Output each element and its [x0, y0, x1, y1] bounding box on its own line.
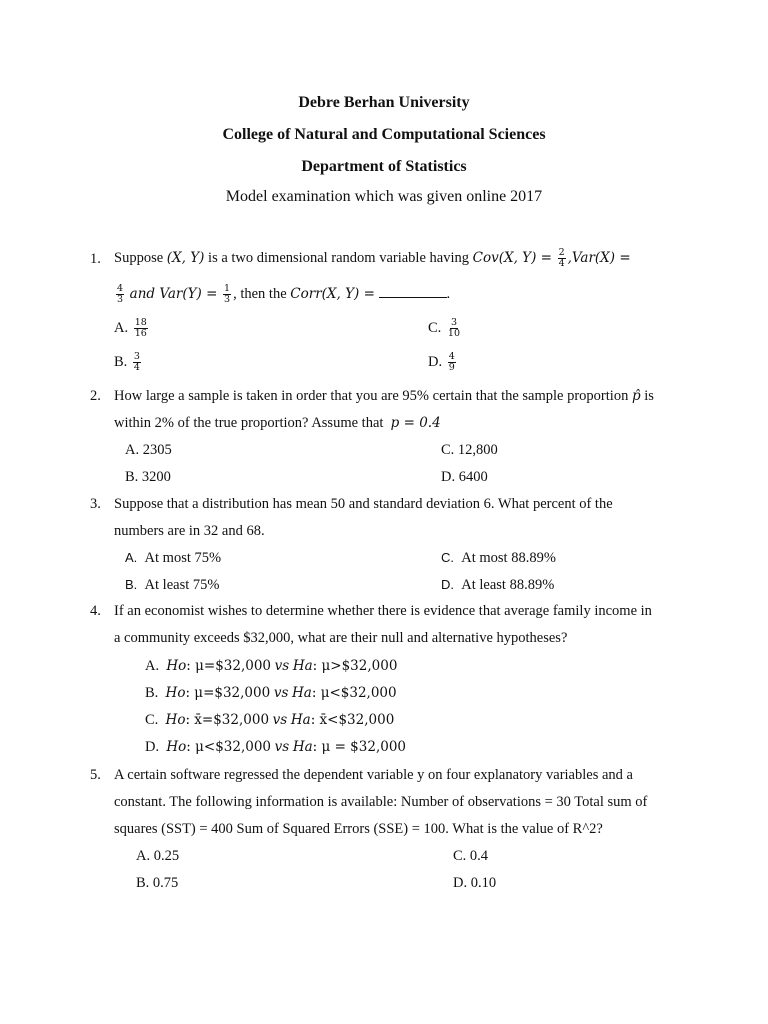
answer-blank — [379, 287, 447, 298]
question-1-line-1 — [114, 248, 631, 269]
question-4-line-2: a community exceeds $32,000, what are their null and alternative hypotheses? — [114, 630, 568, 646]
question-number: 4. — [90, 603, 101, 619]
question-3-line-1: Suppose that a distribution has mean 50 and standard deviation 6. What percent of the — [114, 496, 613, 512]
question-4-line-1: If an economist wishes to determine whether there is evidence that average family income in — [114, 603, 652, 619]
option-d: D. At least 88.89% — [441, 577, 555, 593]
question-number: 1. — [90, 251, 101, 267]
option-d: D. 0.10 — [453, 875, 497, 891]
option-c: C. At most 88.89% — [441, 550, 556, 566]
math: ,Var(X) = — [567, 249, 631, 266]
question-3-line-2: numbers are in 32 and 68. — [114, 523, 265, 539]
text: . — [446, 285, 451, 302]
university-title: Debre Berhan University — [298, 94, 470, 111]
question-2-line-1: How large a sample is taken in order that you are 95% certain that the sample proportion p̂ is — [114, 388, 654, 404]
option-d: D. $\frac{4}{9}$ — [428, 351, 455, 373]
option-c: C. Ho: x̄=$32,000 vs Ha: x̄<$32,000 — [145, 712, 395, 728]
question-number: 5. — [90, 767, 101, 783]
math: and Var(Y) = — [129, 285, 218, 302]
option-b: B. 0.75 — [136, 875, 179, 891]
text: Suppose — [114, 249, 164, 266]
question-5-line-3: squares (SST) = 400 Sum of Squared Errors (SSE) = 100. What is the value of R^2? — [114, 821, 603, 837]
question-number: 2. — [90, 388, 101, 404]
option-b: B. 3200 — [125, 469, 171, 485]
math: Corr(X, Y) = — [290, 285, 375, 302]
question-2-line-2: within 2% of the true proportion? Assume that p = 0.4 — [114, 415, 441, 431]
option-a: A. 2305 — [125, 442, 172, 458]
department-title: Department of Statistics — [301, 158, 467, 175]
math: (X, Y) — [166, 249, 205, 266]
question-1-line-2 — [114, 284, 450, 305]
exam-subtitle: Model examination which was given online 2017 — [225, 188, 543, 205]
option-a: A. Ho: μ=$32,000 vs Ha: μ>$32,000 — [145, 658, 398, 674]
question-number: 3. — [90, 496, 101, 512]
fraction: $\frac{1}{3}$ — [224, 283, 231, 305]
option-d: D. 6400 — [441, 469, 488, 485]
math: Cov(X, Y) = — [472, 249, 552, 266]
question-5-line-1: A certain software regressed the dependent variable y on four explanatory variables and a — [114, 767, 633, 783]
option-b: B. Ho: μ=$32,000 vs Ha: μ<$32,000 — [145, 685, 397, 701]
question-5-line-2: constant. The following information is available: Number of observations = 30 Total sum of — [114, 794, 648, 810]
option-c: C. $\frac{3}{10}$ — [428, 317, 461, 339]
fraction: $\frac{4}{3}$ — [117, 283, 124, 305]
fraction: $\frac{2}{4}$ — [558, 247, 565, 269]
option-a: A. 0.25 — [136, 848, 180, 864]
college-title: College of Natural and Computational Sciences — [222, 126, 546, 143]
text: , then the — [233, 285, 287, 302]
option-b: B. At least 75% — [125, 577, 220, 593]
option-d: D. Ho: μ<$32,000 vs Ha: μ = $32,000 — [145, 739, 407, 755]
text: is a two dimensional random variable having — [208, 249, 469, 266]
option-b: B. $\frac{3}{4}$ — [114, 351, 140, 373]
option-c: C. 0.4 — [453, 848, 489, 864]
option-c: C. 12,800 — [441, 442, 498, 458]
option-a: A. $\frac{18}{16}$ — [114, 317, 147, 339]
option-a: A. At most 75% — [125, 550, 222, 566]
